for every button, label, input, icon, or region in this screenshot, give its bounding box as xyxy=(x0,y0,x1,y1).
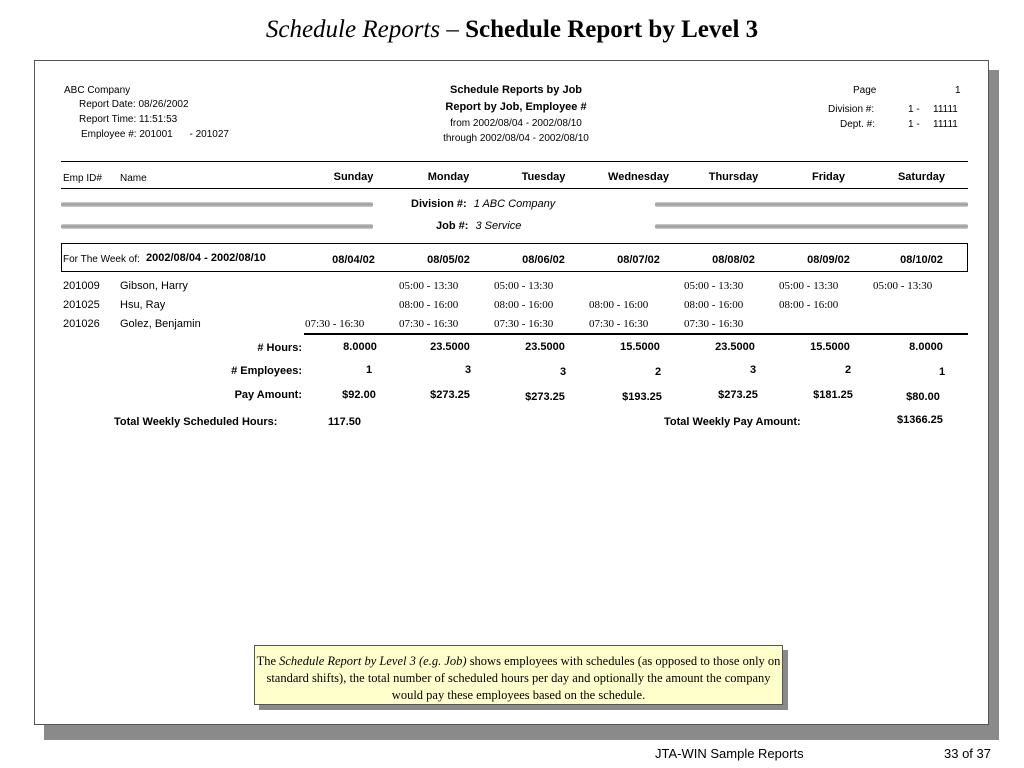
footer-title: JTA-WIN Sample Reports xyxy=(655,746,804,761)
hours-value: 8.0000 xyxy=(343,341,377,353)
week-label: For The Week of: xyxy=(63,254,140,265)
shift-cell: 07:30 - 16:30 xyxy=(684,318,744,330)
shift-cell: 05:00 - 13:30 xyxy=(684,280,744,292)
total-pay-value: $1366.25 xyxy=(897,414,943,426)
report-panel xyxy=(34,60,989,725)
slide-title xyxy=(0,16,1024,44)
hours-label: # Hours: xyxy=(257,342,302,354)
shift-cell: 07:30 - 16:30 xyxy=(494,318,554,330)
pay-label: Pay Amount: xyxy=(234,389,302,401)
total-pay-label: Total Weekly Pay Amount: xyxy=(664,416,801,428)
shift-cell: 08:00 - 16:00 xyxy=(399,299,459,311)
col-friday: Friday xyxy=(811,171,845,183)
emp-name: Gibson, Harry xyxy=(120,280,188,292)
emp-name: Golez, Benjamin xyxy=(120,318,201,330)
date-saturday: 08/10/02 xyxy=(900,254,943,266)
pay-value: $273.25 xyxy=(718,389,758,401)
hours-value: 8.0000 xyxy=(909,341,943,353)
note-text: shows employees with schedules (as opposed to those only on standard shifts), the total number of scheduled hours per day and optionally the amount the company would pay these employees based on the schedule. xyxy=(266,654,781,702)
shift-cell: 07:30 - 16:30 xyxy=(399,318,459,330)
pay-value: $273.25 xyxy=(525,391,565,403)
division-filter-from: 1 - xyxy=(908,104,920,115)
dept-filter-to: 11111 xyxy=(933,119,958,130)
pay-value: $92.00 xyxy=(342,389,376,401)
group-job xyxy=(436,220,521,232)
shift-cell: 07:30 - 16:30 xyxy=(305,318,365,330)
note-italic: Schedule Report by Level 3 (e.g. Job) xyxy=(279,654,467,668)
report-time: Report Time: 11:51:53 xyxy=(79,114,178,125)
col-emp-id: Emp ID# xyxy=(63,173,102,184)
employees-count: 3 xyxy=(464,364,472,376)
shift-cell: 05:00 - 13:30 xyxy=(399,280,459,292)
hours-value: 15.5000 xyxy=(620,341,660,353)
hours-value: 23.5000 xyxy=(525,341,565,353)
pay-value: $193.25 xyxy=(622,391,662,403)
pay-value: $273.25 xyxy=(430,389,470,401)
hours-value: 23.5000 xyxy=(430,341,470,353)
employees-count: 1 xyxy=(938,366,946,378)
employee-range xyxy=(81,129,229,140)
employees-count: 2 xyxy=(654,366,662,378)
description-note xyxy=(254,645,783,705)
slide-title-italic: Schedule Reports – xyxy=(265,16,459,43)
shift-cell: 05:00 - 13:30 xyxy=(779,280,839,292)
hours-value: 23.5000 xyxy=(715,341,755,353)
dept-filter-label: Dept. #: xyxy=(840,119,876,130)
total-hours-value: 117.50 xyxy=(328,416,362,428)
group-job-value: 3 Service xyxy=(475,220,522,232)
date-wednesday: 08/07/02 xyxy=(617,254,660,266)
footer-page-number: 33 of 37 xyxy=(944,746,991,761)
header-rule-bottom xyxy=(61,188,968,189)
group-band-right-2 xyxy=(655,224,968,229)
col-sunday: Sunday xyxy=(333,171,374,183)
shift-cell: 08:00 - 16:00 xyxy=(589,299,649,311)
date-tuesday: 08/06/02 xyxy=(522,254,565,266)
col-monday: Monday xyxy=(427,171,470,183)
division-filter-label: Division #: xyxy=(828,104,875,115)
group-band-left xyxy=(61,202,373,207)
shift-cell: 05:00 - 13:30 xyxy=(494,280,554,292)
employees-count: 3 xyxy=(559,366,567,378)
shift-cell: 08:00 - 16:00 xyxy=(494,299,554,311)
dept-filter-from: 1 - xyxy=(908,119,920,130)
hours-value: 15.5000 xyxy=(810,341,850,353)
shift-cell: 08:00 - 16:00 xyxy=(684,299,744,311)
report-title-4: through 2002/08/04 - 2002/08/10 xyxy=(443,133,589,144)
shift-cell: 05:00 - 13:30 xyxy=(873,280,933,292)
col-saturday: Saturday xyxy=(897,171,946,183)
employees-count: 2 xyxy=(844,364,852,376)
pay-value: $181.25 xyxy=(813,389,853,401)
slide-title-bold: Schedule Report by Level 3 xyxy=(465,16,759,43)
shift-cell: 08:00 - 16:00 xyxy=(779,299,839,311)
totals-rule xyxy=(304,333,968,335)
group-division xyxy=(411,198,555,210)
col-name: Name xyxy=(120,173,147,184)
pay-value: $80.00 xyxy=(906,391,940,403)
header-rule-top xyxy=(61,161,968,162)
group-division-value: 1 ABC Company xyxy=(473,198,556,210)
week-range: 2002/08/04 - 2002/08/10 xyxy=(146,252,266,264)
emp-id: 201026 xyxy=(63,318,100,330)
group-band-right xyxy=(655,202,968,207)
division-filter-to: 11111 xyxy=(933,104,958,115)
date-sunday: 08/04/02 xyxy=(332,254,375,266)
report-title-1: Schedule Reports by Job xyxy=(449,84,583,96)
page-number: 1 xyxy=(955,85,961,96)
report-title-2: Report by Job, Employee # xyxy=(445,101,587,113)
employees-count: 1 xyxy=(365,364,373,376)
emp-name: Hsu, Ray xyxy=(120,299,166,311)
employees-count-label: # Employees: xyxy=(231,365,302,377)
note-prefix: The xyxy=(256,654,276,668)
emp-id: 201009 xyxy=(63,280,100,292)
date-monday: 08/05/02 xyxy=(427,254,470,266)
shift-cell: 07:30 - 16:30 xyxy=(589,318,649,330)
col-wednesday: Wednesday xyxy=(608,171,669,183)
col-tuesday: Tuesday xyxy=(521,171,566,183)
emp-id: 201025 xyxy=(63,299,100,311)
page-label: Page xyxy=(853,85,877,96)
company-name: ABC Company xyxy=(64,85,131,96)
col-thursday: Thursday xyxy=(708,171,759,183)
date-thursday: 08/08/02 xyxy=(712,254,755,266)
date-friday: 08/09/02 xyxy=(807,254,850,266)
employees-count: 3 xyxy=(749,364,757,376)
total-hours-label: Total Weekly Scheduled Hours: xyxy=(114,416,278,428)
employee-range-end: - 201027 xyxy=(189,129,229,140)
group-band-left-2 xyxy=(61,224,373,229)
group-division-label: Division #: xyxy=(411,198,467,210)
employee-range-start: Employee #: 201001 xyxy=(81,129,173,140)
report-title-3: from 2002/08/04 - 2002/08/10 xyxy=(450,118,582,129)
report-date: Report Date: 08/26/2002 xyxy=(79,99,189,110)
group-job-label: Job #: xyxy=(436,220,469,232)
